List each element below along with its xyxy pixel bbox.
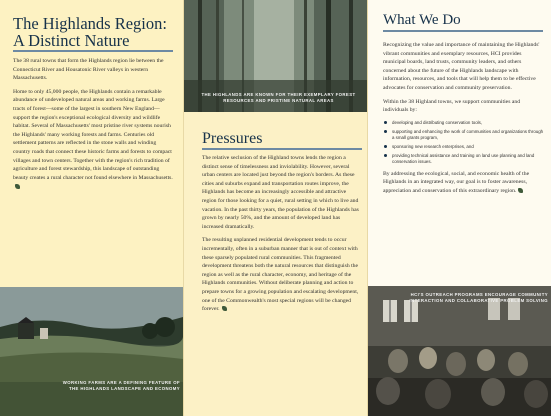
support-list [383, 120, 544, 165]
pressures-para-2: The resulting unplanned residential development tends to occur incrementally, often in a suburban manner that is out of context with these sparsely populated rural communities. This fragmented development threatens both the natural resources that distinguish the region as well as the rural character, economy, and heritage of the Highlands communities. Without deliberate planning and action to prepare towns for a growing population and escalating development, one of the Commonwealth's most special regions will be changed forever. [202, 237, 359, 313]
what-we-do-para-1: Recognizing the value and importance of maintaining the Highlands' vibrant communities and exemplary resources, HCI provides municipal boards, land trusts, community leaders, and others concerned about the future of the Highlands landscape with information, resources, and tools that will help them to be effective advocates for conservation and community preservation. [383, 42, 540, 91]
bullet-icon [384, 121, 387, 124]
farm-landscape-photo [0, 287, 183, 416]
forest-photo-caption: THE HIGHLANDS ARE KNOWN FOR THEIR EXEMPLARY FOREST RESOURCES AND PRISTINE NATURAL AREAS [201, 92, 356, 103]
outreach-meeting-image [368, 286, 551, 416]
highlands-para-2: Home to only 45,000 people, the Highlands contain a remarkable abundance of undeveloped natural areas and working farms. Large tracts of forest—some of the largest in southern New England—support the region's exceptional ecological diversity and wildlife habitat. Several of Massachusetts' most pristine river systems nourish the Highlands' many working forests and farms. Centuries old settlement patterns are reflected in the stone walls and winding country roads that connect these historic farms and forests to compact villages and town centers. Together with the region's rich tradition of agriculture and forest stewardship, this landscape of outstanding beauty creates a rural character not found elsewhere in Massachusetts. [13, 88, 173, 191]
pressures-para-1: The relative seclusion of the Highland towns lends the region a distinct sense of timelessness and inviolability. However, several urban centers are located just beyond the region's borders. As these cities and suburbs expand and transportation routes improve, the Highlands has become an increasingly accessible and attractive region for those looking for a quiet, rural setting in which to live and vacation. In the past thirty years, the population of the Highlands has grown by nearly 50%, and the amount of developed land has increased dramatically. [202, 155, 359, 230]
leaf-end-mark-icon [222, 306, 227, 311]
what-we-do-heading: What We Do [383, 12, 461, 28]
what-we-do-body [383, 41, 544, 201]
list-item: developing and distributing conservation tools, [383, 120, 544, 126]
highlands-para-1: The 38 rural towns that form the Highlands region lie between the Connecticut River and Housatonic River valleys in western Massachusetts. [13, 58, 164, 82]
leaf-end-mark-icon [15, 184, 20, 189]
pressures-body [202, 154, 362, 319]
highlands-body [13, 57, 173, 196]
list-item: sponsoring new research enterprises, and [383, 144, 544, 150]
what-we-do-para-2: Within the 38 Highland towns, we support communities and individuals by: [383, 98, 521, 114]
column-what-we-do [367, 0, 551, 416]
what-we-do-para-3: By addressing the ecological, social, and economic health of the Highlands in an integrated way, our goal is to foster awareness, appreciation and conservation of this extraordinary region. [383, 170, 530, 194]
list-item: providing technical assistance and training on land use planning and land conservation issues. [383, 153, 544, 165]
pressures-heading: Pressures [202, 130, 263, 147]
pressures-rule [202, 148, 362, 150]
outreach-photo-caption: HCI'S OUTREACH PROGRAMS ENCOURAGE COMMUNITY INTERACTION AND COLLABORATIVE PROBLEM SOLVING [409, 292, 548, 303]
column-highlands-region [0, 0, 183, 416]
title-rule [13, 50, 173, 52]
title-line-2: A Distinct Nature [13, 31, 130, 50]
bullet-icon [384, 145, 387, 148]
forest-photo [184, 0, 368, 112]
section-title-highlands [13, 15, 178, 49]
farm-photo-caption: WORKING FARMS ARE A DEFINING FEATURE OF THE HIGHLANDS LANDSCAPE AND ECONOMY [62, 380, 180, 391]
title-line-1: The Highlands Region: [13, 14, 167, 33]
column-pressures [183, 0, 368, 416]
leaf-end-mark-icon [518, 188, 523, 193]
what-we-do-rule [383, 30, 543, 32]
list-item: supporting and enhancing the work of communities and organizations through a small grants program, [383, 129, 544, 141]
bullet-icon [384, 154, 387, 157]
farm-landscape-image [0, 287, 183, 416]
outreach-meeting-photo [368, 286, 551, 416]
bullet-icon [384, 130, 387, 133]
